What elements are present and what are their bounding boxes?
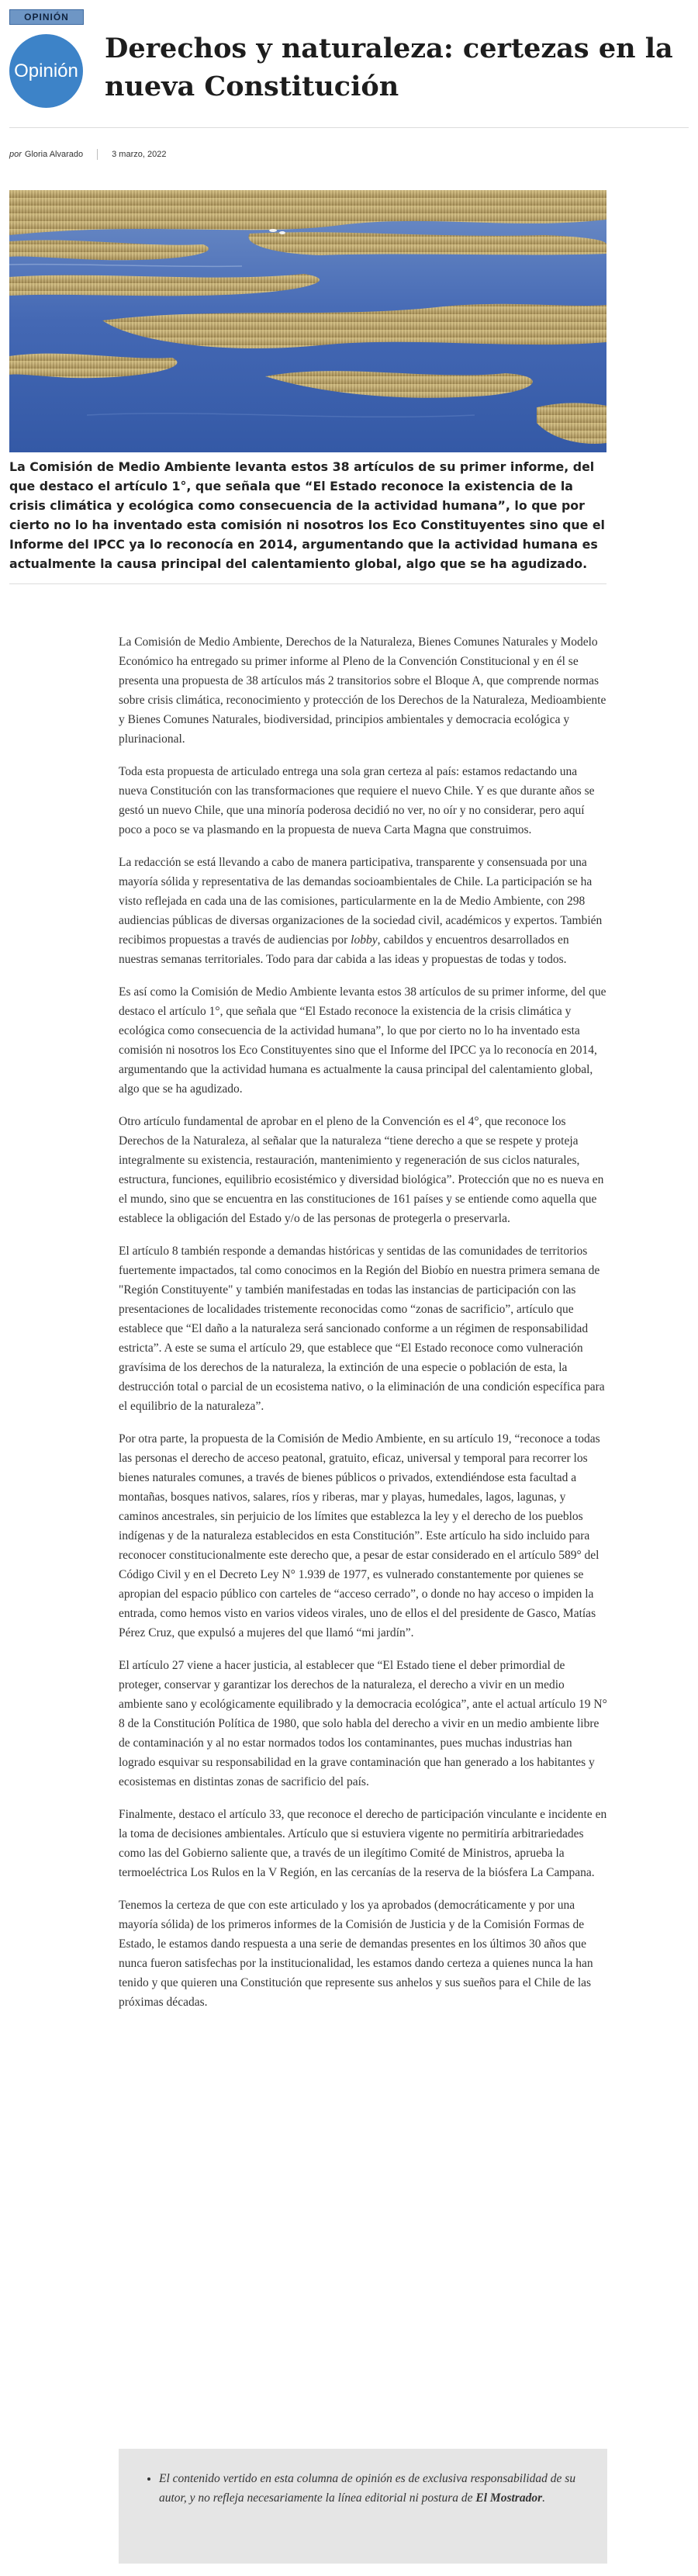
byline	[9, 149, 166, 160]
disclaimer-end: .	[542, 2491, 545, 2505]
divider	[9, 583, 606, 584]
page-title: Derechos y naturaleza: certezas en la nueva Constitución	[105, 33, 673, 102]
paragraph: Tenemos la certeza de que con este articulado y los ya aprobados (democráticamente y por una mayoría sólida) de los primeros informes de la Comisión de Justicia y de la Comisión Formas de Estado, le estamos dando respuesta a una serie de demandas presentes en los últimos 30 años que nunca fueron satisfechas por la institucionalidad, les estamos dando certeza a quienes nunca la han tenido y que quieren una Constitución que represente sus anhelos y sus sueños para el Chile de las próximas décadas.	[119, 1899, 593, 2009]
paragraph: El artículo 8 también responde a demandas históricas y sentidas de las comunidades de territorios fuertemente impactados, tal como conocimos en la Región del Biobío en nuestra primera semana de "Región Constituyente" y también manifestadas en todas las instancias de participación con las presentaciones de localidades tristemente reconocidas como “zonas de sacrificio”, artículo que establece que “El daño a la naturaleza será sancionado conforme a un régimen de responsabilidad estricta”. A este se suma el artículo 29, que establece que “El Estado reconoce como vulneración gravísima de los derechos de la naturaleza, la extinción de una especie o población de esta, la destrucción total o parcial de un ecosistema nativo, o la eliminación de una condición específica para el equilibrio de la naturaleza”.	[119, 1245, 605, 1413]
divider	[9, 127, 689, 128]
opinion-badge-label: Opinión	[14, 60, 78, 81]
paragraph: Toda esta propuesta de articulado entrega una sola gran certeza al país: estamos redactando una nueva Constitución con las transformaciones que requiere el nuevo Chile. Y es que durante años se gestó un nuevo Chile, que una minoría poderosa decidió no ver, no oír y no considerar, pero aquí poco a poco se va plasmando en la propuesta de nueva Carta Magna que construimos.	[119, 765, 595, 836]
paragraph: Otro artículo fundamental de aprobar en el pleno de la Convención es el 4°, que reconoce los Derechos de la Naturaleza, al señalar que la naturaleza “tiene derecho a que se respete y proteja integralmente su existencia, restauración, mantenimiento y regeneración de sus ciclos naturales, estructura, funciones, equilibrio ecosistémico y diversidad biológica”. Protección que no es nueva en el mundo, sino que se encuentra en las constituciones de 161 países y se entiende como aquella que establece la obligación del Estado y/o de las personas de protegerla o preservarla.	[119, 1115, 604, 1225]
byline-separator	[97, 149, 98, 160]
disclaimer-list	[145, 2469, 584, 2508]
paragraph-text: La redacción se está llevando a cabo de manera participativa, transparente y consensuada por una mayoría sólida y representativa de las demandas socioambientales de Chile. La participación se ha visto reflejada en cada una de las comisiones, particularmente en la de Medio Ambiente, con 298 audiencias públicas de diversas organizaciones de la sociedad civil, académicos y expertos. También recibimos propuestas a través de audiencias por	[119, 856, 603, 947]
outlet-name: El Mostrador	[475, 2491, 543, 2505]
italic-term: lobby	[351, 933, 378, 947]
paragraph	[119, 853, 607, 969]
hero-image	[9, 190, 606, 452]
disclaimer-item	[159, 2469, 584, 2508]
wetland-photo	[9, 190, 606, 452]
section-tag[interactable]: OPINIÓN	[9, 9, 84, 25]
image-caption: La Comisión de Medio Ambiente levanta estos 38 artículos de su primer informe, del que destaco el artículo 1°, que señala que “El Estado reconoce la existencia de la crisis climática y ecológica como consecuencia de la actividad humana”, lo que por cierto no lo ha inventado esta comisión ni nosotros los Eco Constituyentes sino que el Informe del IPCC ya lo reconocía en 2014, argumentando que la actividad humana es actualmente la causa principal del calentamiento global, algo que se ha agudizado.	[9, 459, 605, 571]
paragraph: La Comisión de Medio Ambiente, Derechos de la Naturaleza, Bienes Comunes Naturales y Modelo Económico ha entregado su primer informe al Pleno de la Convención Constitucional y en él se presenta una propuesta de 38 artículos más 2 transitorios sobre el Bloque A, que comprende normas sobre crisis climática, reconocimiento y protección de los Derechos de la Naturaleza, Medioambiente y Bienes Comunes Naturales, biodiversidad, principios ambientales y democracia ecológica y plurinacional.	[119, 635, 606, 746]
disclaimer-box	[119, 2449, 607, 2564]
byline-prefix: por	[9, 150, 22, 159]
paragraph: Es así como la Comisión de Medio Ambiente levanta estos 38 artículos de su primer informe, del que destaco el artículo 1°, que señala que “El Estado reconoce la existencia de la crisis climática y ecológica como consecuencia de la actividad humana”, lo que por cierto no lo ha inventado esta comisión ni nosotros los Eco Constituyentes sino que el Informe del IPCC ya lo reconocía en 2014, argumentando que la actividad humana es actualmente la causa principal del calentamiento global, algo que se ha agudizado.	[119, 985, 606, 1096]
article-body	[119, 632, 607, 2025]
paragraph: Por otra parte, la propuesta de la Comisión de Medio Ambiente, en su artículo 19, “reconoce a todas las personas el derecho de acceso peatonal, gratuito, eficaz, universal y temporal para recorrer los bienes naturales comunes, a través de bienes públicos o privados, extendiéndose esta facultad a montañas, bosques nativos, salares, ríos y riberas, mar y playas, humedales, lagos, lagunas, y caminos ancestrales, sin perjuicio de los límites que establezca la ley y el derecho de los pueblos indígenas y de la naturaleza establecidos en esta Constitución”. Este artículo ha sido incluido para reconocer constitucionalmente este derecho que, a pesar de estar considerado en el artículo 589° del Código Civil y en el Decreto Ley N° 1.939 de 1977, es vulnerado constantemente por quienes se apropian del espacio público con carteles de “acceso cerrado”, o donde no hay acceso o impiden la entrada, como hemos visto en varios videos virales, uno de ellos el del presidente de Gasco, Matías Pérez Cruz, que expulsó a mujeres del que llamó “mi jardín”.	[119, 1432, 600, 1639]
paragraph: El artículo 27 viene a hacer justicia, al establecer que “El Estado tiene el deber primordial de proteger, conservar y garantizar los derechos de la naturaleza, el derecho a vivir en un medio ambiente sano y ecológicamente equilibrado y la democracia ecológica”, ante el actual artículo 19 N° 8 de la Constitución Política de 1980, que solo habla del derecho a vivir en un medio ambiente libre de contaminación y al no estar normados todos los contaminantes, pues muchas industrias han logrado esquivar su responsabilidad en la grave contaminación que han generado a los habitantes y ecosistemas en distintas zonas de sacrificio del país.	[119, 1659, 607, 1788]
disclaimer-text: El contenido vertido en esta columna de opinión es de exclusiva responsabilidad de su autor, y no refleja necesariamente la línea editorial ni postura de	[159, 2472, 576, 2505]
paragraph: Finalmente, destaco el artículo 33, que reconoce el derecho de participación vinculante e incidente en la toma de decisiones ambientales. Artículo que si estuviera vigente no permitiría arbitrariedades como las del Gobierno saliente que, a través de un ilegítimo Comité de Ministros, aprueba la termoeléctrica Los Rulos en la V Región, en las cercanías de la reserva de la biósfera La Campana.	[119, 1808, 607, 1879]
paragraph-text: , cabildos y encuentros desarrollados en nuestras semanas territoriales. Todo para dar cabida a las ideas y propuestas de todas y todos.	[119, 933, 569, 966]
opinion-badge	[9, 34, 83, 108]
publish-date: 3 marzo, 2022	[112, 150, 167, 159]
author-link[interactable]: Gloria Alvarado	[24, 150, 84, 159]
